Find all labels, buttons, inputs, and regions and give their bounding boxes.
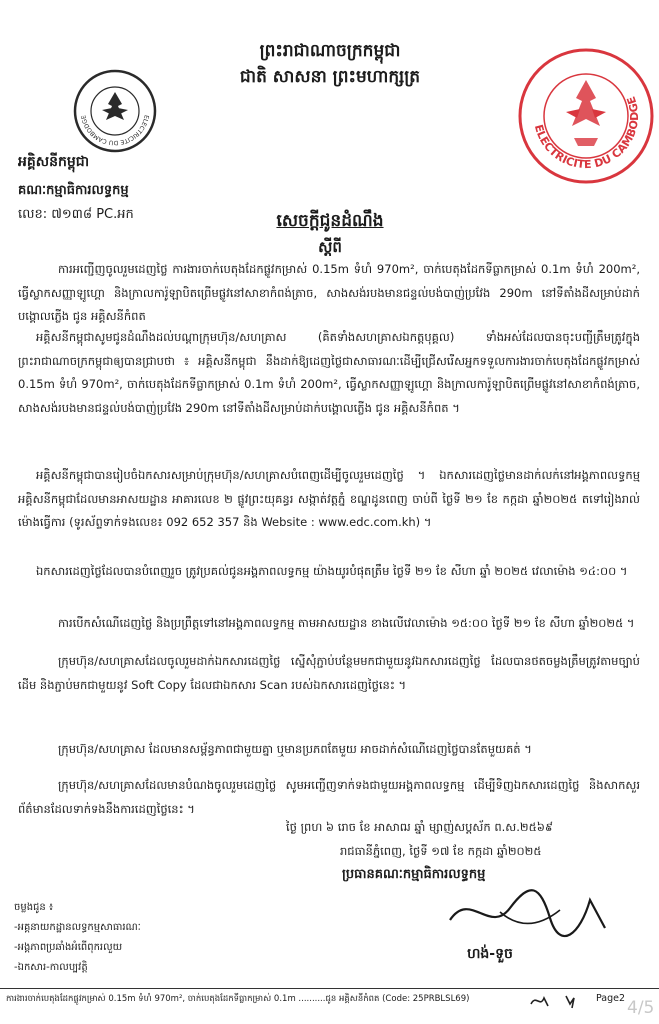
- copy-to-item: -ឯកសារ-កាលប្បវត្តិ: [14, 962, 88, 973]
- notice-subject-paragraph: ការអញ្ជើញចូលរួមដេញថ្លៃ ការងារចាក់បេតុងដែកផ្លូវកម្រាស់ 0.15m ទំហំ 970m², ចាក់បេតុងដែកទីធ្លាកម្រាស់ 0.1m ទំហំ 200m², ធ្វើស្លាកសញ្ញាឡូហ្គោ និងក្រាលការ៉ូឡាបិតព្រើម​ផ្លូវនៅសាខាកំពង់ត្រាច, សាងសង់របងមានជន្ទល់បង់បាញ់ប្រវែង 290m នៅទីតាំងដីសម្រាប់ដាក់បង្គោលភ្លើង ជូន អគ្គិសនីកំពត: [18, 262, 640, 323]
- copy-to-heading: ចម្លងជូន ៖: [14, 902, 54, 913]
- committee-name: គណៈកម្មាធិការលទ្ធកម្ម: [18, 183, 129, 198]
- contact-paragraph: ក្រុមហ៊ុន/សហគ្រាសដែលមានបំណងចូលរួមដេញថ្លៃ សូមអញ្ជើញទាក់ទងជាមួយអង្គភាពលទ្ធកម្ម ដើម្បីទិញឯកសារដេញថ្លៃ និងសាកសួរព័ត៌មានដែលទាក់ទងនឹងការដេញថ្លៃនេះ ។: [18, 778, 640, 816]
- submission-deadline-paragraph: ឯកសារដេញថ្លៃដែលបានបំពេញរួច ត្រូវប្រគល់ជូនអង្គភាពលទ្ធកម្ម យ៉ាងយូរបំផុតត្រឹម ថ្ងៃទី ២១ ខែ សីហា ឆ្នាំ ២០២៥ វេលាម៉ោង ១៤:០០ ។: [36, 564, 628, 578]
- kingdom-title: ព្រះរាជាណាចក្រកម្ពុជា: [259, 41, 401, 61]
- copy-to-item: -អង្គភាពប្រឆាំងអំពើពុករលួយ: [14, 942, 123, 953]
- soft-copy-paragraph: ក្រុមហ៊ុន/សហគ្រាសដែលចូលរួមដាក់ឯកសារដេញថ្លៃ ស្នើសុំភ្ជាប់បន្ថែមមកជាមួយនូវឯកសារដេញថ្លៃ ដែលបានថតចម្លងត្រឹមត្រូវតាមច្បាប់ដើម និងភ្ជាប់មកជាមួយនូវ Soft Copy ដែលជាឯកសារ Scan របស់ឯកសារដេញថ្លៃនេះ ។: [18, 654, 640, 692]
- lunar-date: ថ្ងៃ ព្រហ ៦ រោច ខែ អាសាឍ ឆ្នាំ ម្សាញ់សប្តស័ក ព.ស.២៥៦៩: [286, 820, 554, 834]
- announcement-paragraph: អគ្គិសនីកម្ពុជាសូមជូនដំណឹងដល់បណ្តាក្រុមហ៊ុន/សហគ្រាស (គិតទាំងសហគ្រាសឯកត្តបុគ្គល) ទាំងអស់ដែលបានចុះបញ្ជីត្រឹមត្រូវក្នុងព្រះរាជាណាចក្រកម្ពុជាឲ្យបានជ្រាបថា ៖ អគ្គិសនីកម្ពុជា នឹងដាក់ឱ្យដេញថ្លៃជាសាធារណៈដើម្បីជ្រើសរើសអ្នកទទួលការងារចាក់បេតុងដែកផ្លូវកម្រាស់ 0.15m ទំហំ 970m², ចាក់បេតុងដែកទីធ្លាកម្រាស់ 0.1m ទំហំ 200m², ធ្វើស្លាកសញ្ញាឡូហ្គោ និងក្រាលការ៉ូឡាបិតព្រើម​ផ្លូវនៅសាខាកំពង់ត្រាច, សាងសង់របងមានជន្ទល់បង់បាញ់ប្រវែង 290m នៅទីតាំងដីសម្រាប់ដាក់បង្គោលភ្លើង ជូន អគ្គិសនីកំពត ។: [18, 330, 640, 415]
- kingdom-motto: ជាតិ សាសនា ព្រះមហាក្សត្រ: [239, 67, 421, 87]
- signer-name: ហង់-ទួច: [467, 946, 513, 962]
- reference-number: លេខ: ៧១៣៨ PC.អក: [18, 207, 134, 222]
- footer-divider: [0, 988, 659, 989]
- footer-text: ការងារចាក់បេតុងដែកផ្លូវកម្រាស់ 0.15m ទំហំ 970m², ចាក់បេតុងដែកទីធ្លាកម្រាស់ 0.1m ..........ជូន អគ្គិសនីកំពត (Code: 25PRBLSL69): [6, 994, 470, 1004]
- edc-logo-text: ELECTRICITE DU CAMBODGE: [80, 114, 150, 147]
- organization-name: អគ្គិសនីកម្ពុជា: [18, 154, 90, 170]
- seal-text: ELECTRICITE DU CAMBODGE: [531, 94, 642, 172]
- handwritten-signature: [440, 880, 620, 950]
- notice-subtitle: ស្តីពី: [318, 238, 342, 256]
- edc-logo: [72, 68, 158, 154]
- signer-title: ប្រធានគណៈកម្មាធិការលទ្ធកម្ម: [342, 867, 486, 882]
- page-label: Page2: [596, 993, 626, 1004]
- single-bid-paragraph: ក្រុមហ៊ុន/សហគ្រាស ដែលមានសម្ព័ន្ធភាពជាមួយគ្នា ឬមានប្រភពតែមួយ អាចដាក់សំណើដេញថ្លៃបានតែមួយគត់ ។: [58, 742, 532, 756]
- initials-mark: [528, 990, 588, 1012]
- solar-date: រាជធានីភ្នំពេញ, ថ្ងៃទី ១៧ ខែ កក្កដា ឆ្នាំ២០២៥: [340, 844, 542, 858]
- copy-to-list: [14, 898, 214, 978]
- copy-to-item: -អគ្គនាយកដ្ឋានលទ្ធកម្មសាធារណៈ: [14, 922, 141, 933]
- bid-opening-paragraph: ការបើកសំណើដេញថ្លៃ និងប្រព្រឹត្តទៅនៅអង្គភាពលទ្ធកម្ម តាមអាសយដ្ឋាន ខាងលើវេលាម៉ោង ១៥:០០ ថ្ងៃទី ២១ ខែ សីហា ឆ្នាំ២០២៥ ។: [58, 616, 635, 630]
- page-counter: 4/5: [627, 998, 655, 1018]
- documents-paragraph: អគ្គិសនីកម្ពុជាបានរៀបចំឯកសារសម្រាប់ក្រុមហ៊ុន/សហគ្រាសបំពេញដើម្បីចូលរួមដេញថ្លៃ ។ ឯកសារដេញថ្លៃមានដាក់លក់នៅអង្គភាពលទ្ធកម្មអគ្គិសនីកម្ពុជាដែលមានអាសយដ្ឋាន អាគារលេខ ២ ផ្លូវព្រះយុគន្ធរ សង្កាត់វត្តភ្នំ ខណ្ឌដូនពេញ ចាប់ពី ថ្ងៃទី ២១ ខែ កក្កដា ឆ្នាំ២០២៥ តទៅរៀងរាល់ម៉ោងធ្វើការ (ទូរស័ព្ទទាក់ទងលេខ៖ 092 652 357 និង Website : www.edc.com.kh) ។: [18, 468, 640, 529]
- official-seal-stamp: [516, 46, 656, 186]
- notice-title: សេចក្តីជូនដំណឹង: [276, 211, 384, 231]
